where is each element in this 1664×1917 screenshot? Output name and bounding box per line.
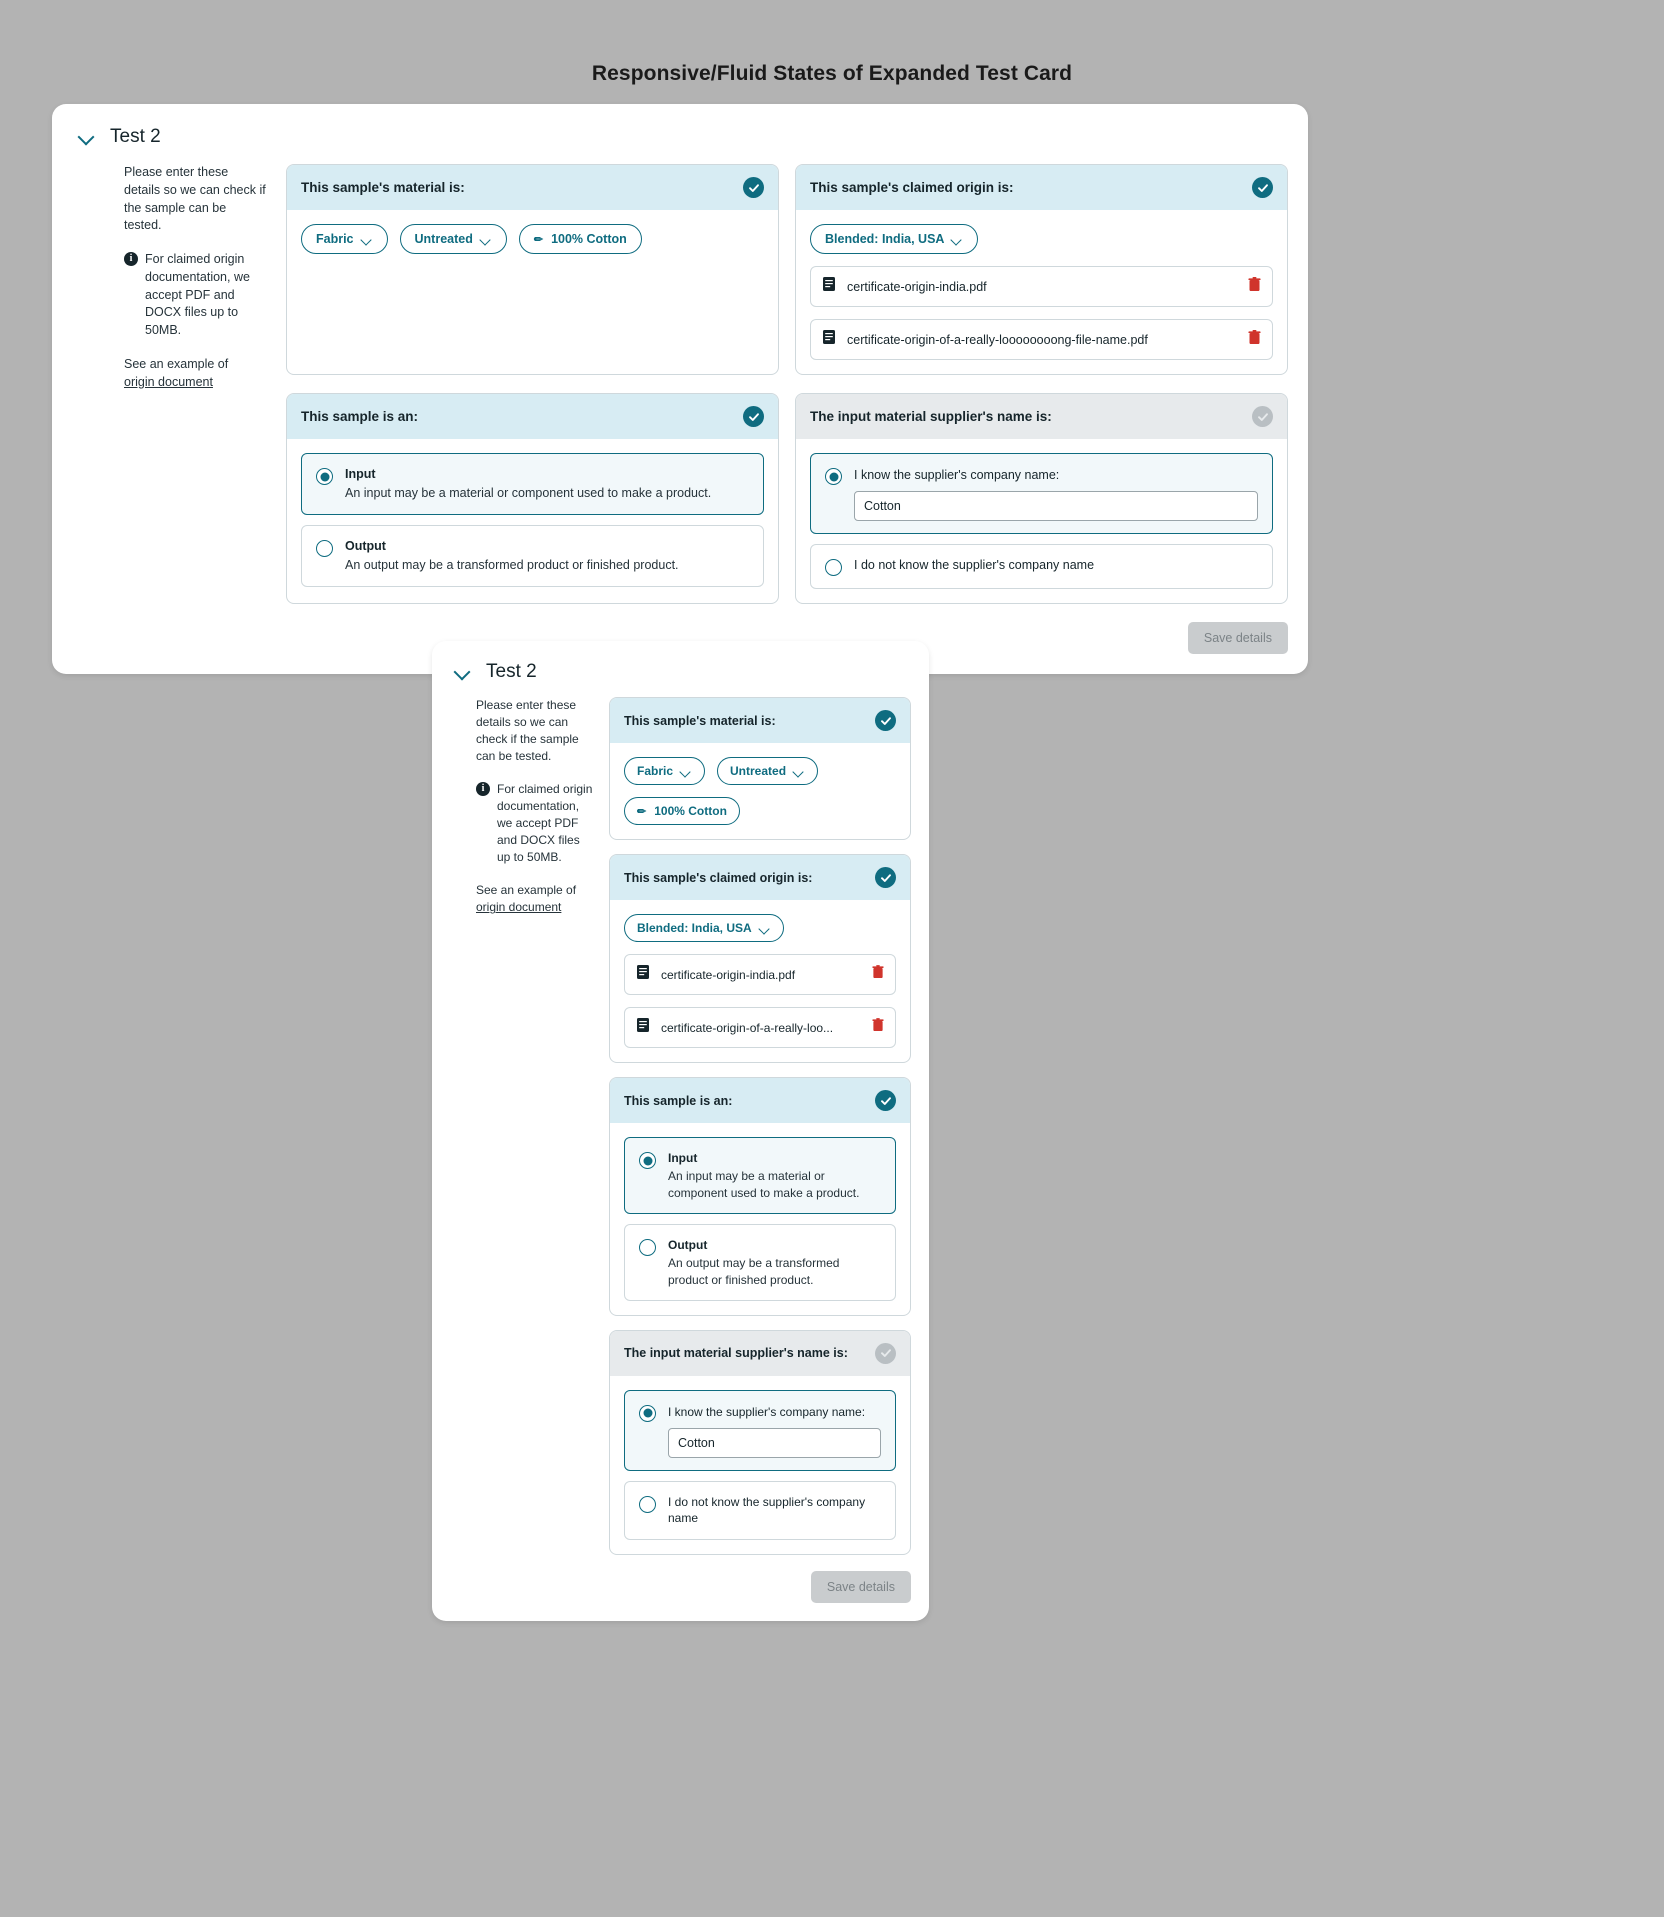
section-material-body (610, 743, 910, 839)
check-circle-icon (875, 867, 896, 888)
intro-example-prefix: See an example of (476, 883, 577, 898)
option-label: Output (345, 539, 386, 553)
section-origin-title: This sample's claimed origin is: (810, 180, 1014, 195)
origin-pill-row (624, 914, 896, 942)
pill-label: Untreated (414, 232, 473, 246)
section-material (609, 697, 911, 840)
document-icon (636, 1017, 650, 1038)
option-description: An input may be a material or component used to make a product. (668, 1169, 860, 1200)
chevron-down-icon (794, 768, 805, 775)
material-pill-fabric[interactable] (301, 224, 388, 254)
info-icon: i (124, 252, 138, 266)
chevron-down-icon (952, 236, 963, 243)
page-title: Responsive/Fluid States of Expanded Test Card (591, 62, 1073, 85)
intro-paragraph: Please enter these details so we can check if the sample can be tested. (476, 698, 579, 764)
origin-file-row[interactable] (624, 1007, 896, 1048)
option-label: Input (345, 467, 376, 481)
section-supplier-title: The input material supplier's name is: (624, 1346, 848, 1361)
card-header-narrow[interactable] (454, 661, 911, 683)
radio-option-input[interactable] (301, 453, 764, 515)
material-pill-treatment[interactable] (400, 224, 507, 254)
info-icon: i (476, 782, 490, 796)
material-pill-row (624, 757, 896, 825)
radio-icon[interactable] (316, 540, 333, 557)
section-origin (795, 164, 1288, 375)
pill-label: Blended: India, USA (825, 232, 945, 246)
chevron-down-icon (362, 236, 373, 243)
section-material-title: This sample's material is: (301, 180, 465, 195)
radio-icon[interactable] (825, 468, 842, 485)
origin-pill-blended[interactable] (810, 224, 978, 254)
trash-icon[interactable] (1248, 330, 1261, 350)
pencil-icon: ✏ (637, 805, 647, 818)
trash-icon[interactable] (872, 1018, 884, 1037)
pill-label: Fabric (316, 232, 354, 246)
test-card-narrow (432, 641, 929, 1621)
section-sample-type-title: This sample is an: (624, 1093, 733, 1108)
section-origin-title: This sample's claimed origin is: (624, 870, 813, 885)
check-circle-icon (1252, 406, 1273, 427)
section-origin-body (610, 900, 910, 1062)
radio-icon[interactable] (639, 1405, 656, 1422)
material-pill-fabric[interactable] (624, 757, 705, 785)
intro-example (124, 356, 266, 392)
pill-label: Fabric (637, 764, 674, 778)
section-sample-type-header (610, 1078, 910, 1123)
pill-label: Blended: India, USA (637, 921, 752, 935)
radio-icon[interactable] (639, 1239, 656, 1256)
section-material-title: This sample's material is: (624, 713, 776, 728)
radio-icon[interactable] (639, 1152, 656, 1169)
radio-option-unknown-supplier[interactable] (810, 544, 1273, 589)
radio-option-output[interactable] (624, 1224, 896, 1301)
section-sample-type-header (287, 394, 778, 439)
origin-file-row[interactable] (810, 266, 1273, 307)
origin-pill-blended[interactable] (624, 914, 784, 942)
section-origin-body (796, 210, 1287, 374)
section-origin-header (610, 855, 910, 900)
check-circle-icon (875, 1090, 896, 1111)
intro-example-prefix: See an example of (124, 356, 229, 371)
supplier-name-input[interactable] (854, 491, 1258, 521)
origin-file-name: certificate-origin-india.pdf (661, 967, 796, 982)
check-circle-icon (875, 1343, 896, 1364)
radio-icon[interactable] (639, 1496, 656, 1513)
pill-label: 100% Cotton (654, 804, 727, 818)
option-label: Output (668, 1237, 708, 1252)
intro-info-row (124, 251, 266, 340)
chevron-down-icon[interactable] (454, 663, 472, 681)
section-material-header (610, 698, 910, 743)
origin-file-name: certificate-origin-of-a-really-loo... (661, 1020, 834, 1035)
intro-column-wide (78, 164, 286, 604)
section-supplier-body (610, 1376, 910, 1554)
option-label: I do not know the supplier's company name (854, 558, 1095, 572)
save-row-narrow (454, 1571, 911, 1603)
check-circle-icon (743, 406, 764, 427)
radio-option-unknown-supplier[interactable] (624, 1481, 896, 1540)
section-supplier-header (610, 1331, 910, 1376)
chevron-down-icon (681, 768, 692, 775)
document-icon (822, 276, 836, 297)
save-details-button[interactable]: Save details (1188, 622, 1288, 654)
radio-option-know-supplier[interactable] (624, 1390, 896, 1471)
intro-info-text: For claimed origin documentation, we accept PDF and DOCX files up to 50MB. (145, 252, 250, 337)
material-pill-composition[interactable] (519, 224, 642, 254)
option-label: I do not know the supplier's company name (668, 1494, 866, 1526)
document-icon (822, 329, 836, 350)
option-label: I know the supplier's company name: (854, 468, 1060, 482)
intro-info-text: For claimed origin documentation, we accept PDF and DOCX files up to 50MB. (497, 782, 593, 865)
chevron-down-icon (760, 925, 771, 932)
option-description: An input may be a material or component used to make a product. (345, 486, 712, 500)
supplier-name-input[interactable] (668, 1428, 881, 1458)
check-circle-icon (1252, 177, 1273, 198)
pill-label: 100% Cotton (551, 232, 627, 246)
section-origin-header (796, 165, 1287, 210)
section-supplier-body (796, 439, 1287, 603)
section-origin (609, 854, 911, 1063)
material-pill-treatment[interactable] (717, 757, 818, 785)
origin-file-row[interactable] (624, 954, 896, 995)
chevron-down-icon[interactable] (78, 128, 96, 146)
section-sample-type-body (610, 1123, 910, 1315)
material-pill-composition[interactable] (624, 797, 740, 825)
section-material-body (287, 210, 778, 344)
origin-file-row[interactable] (810, 319, 1273, 360)
section-sample-type (286, 393, 779, 604)
section-supplier (609, 1330, 911, 1555)
document-icon (636, 964, 650, 985)
radio-icon[interactable] (316, 468, 333, 485)
origin-file-name: certificate-origin-india.pdf (847, 279, 987, 294)
origin-document-link[interactable]: origin document (124, 374, 213, 389)
save-details-button[interactable]: Save details (811, 1571, 911, 1603)
radio-option-know-supplier[interactable] (810, 453, 1273, 534)
origin-pill-row (810, 224, 1273, 254)
section-sample-type-title: This sample is an: (301, 409, 419, 424)
section-sample-type (609, 1077, 911, 1316)
card-header-wide[interactable] (78, 126, 1288, 148)
radio-option-output[interactable] (301, 525, 764, 587)
pill-label: Untreated (730, 764, 787, 778)
trash-icon[interactable] (1248, 277, 1261, 297)
section-material (286, 164, 779, 375)
card-title: Test 2 (486, 661, 537, 682)
intro-paragraph: Please enter these details so we can check if the sample can be tested. (124, 165, 266, 233)
material-pill-row (301, 224, 764, 254)
card-title: Test 2 (110, 126, 161, 147)
section-sample-type-body (287, 439, 778, 601)
origin-file-name: certificate-origin-of-a-really-loooooooong-file-name.pdf (847, 332, 1148, 347)
origin-document-link[interactable]: origin document (476, 900, 562, 915)
trash-icon[interactable] (872, 965, 884, 984)
intro-column-narrow (454, 697, 609, 1555)
test-card-wide (52, 104, 1308, 674)
radio-icon[interactable] (825, 559, 842, 576)
option-description: An output may be a transformed product or finished product. (345, 558, 679, 572)
pencil-icon: ✏ (533, 233, 544, 246)
section-supplier-header (796, 394, 1287, 439)
section-supplier-title: The input material supplier's name is: (810, 409, 1052, 424)
option-description: An output may be a transformed product or finished product. (668, 1256, 840, 1287)
intro-info-row (476, 781, 595, 866)
intro-example (476, 882, 595, 916)
section-supplier (795, 393, 1288, 604)
check-circle-icon (875, 710, 896, 731)
check-circle-icon (743, 177, 764, 198)
radio-option-input[interactable] (624, 1137, 896, 1214)
chevron-down-icon (481, 236, 492, 243)
section-material-header (287, 165, 778, 210)
option-label: Input (668, 1151, 698, 1165)
option-label: I know the supplier's company name: (668, 1404, 866, 1419)
